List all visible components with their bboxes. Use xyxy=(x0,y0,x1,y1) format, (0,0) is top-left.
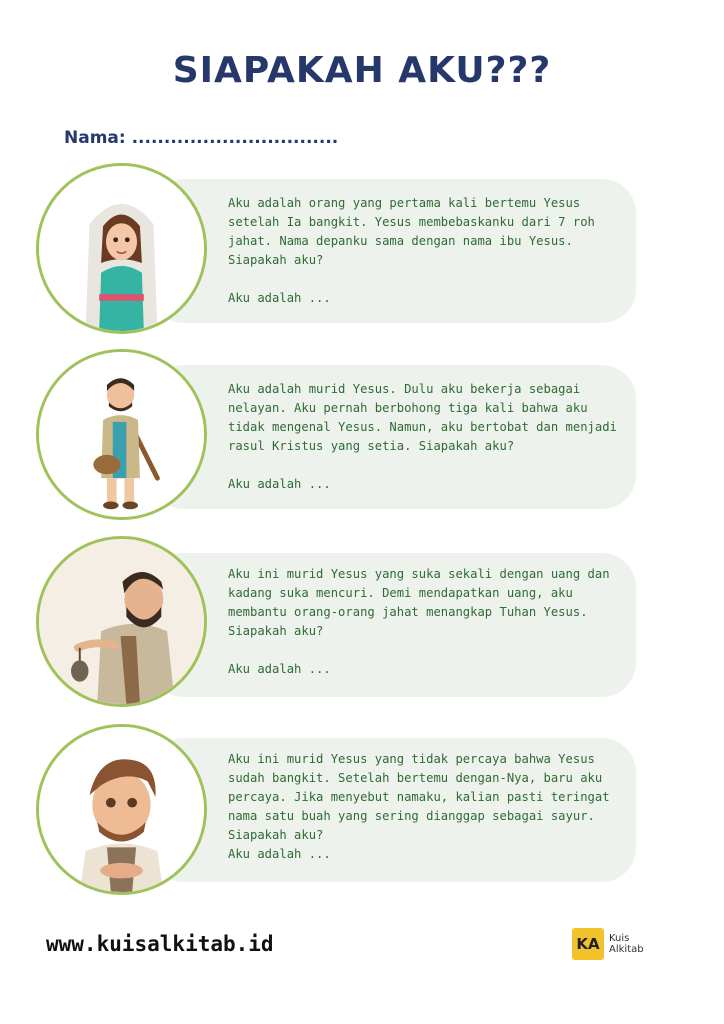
logo-line: Alkitab xyxy=(609,944,644,955)
website-url: www.kuisalkitab.id xyxy=(46,932,274,956)
question-line: nama satu buah yang sering dianggap sebagai sayur. xyxy=(228,809,595,823)
question-line: percaya. Jika menyebut namaku, kalian pasti teringat xyxy=(228,790,610,804)
question-line: Aku adalah orang yang pertama kali bertemu Yesus xyxy=(228,196,581,210)
question-4-text xyxy=(228,750,623,864)
question-line: nelayan. Aku pernah berbohong tiga kali bahwa aku xyxy=(228,401,588,415)
name-field-label: Nama: ................................ xyxy=(64,128,339,148)
question-line: Siapakah aku? xyxy=(228,624,324,638)
man-holding-money-bag-illustration xyxy=(36,536,207,707)
fisherman-with-staff-illustration xyxy=(36,349,207,520)
question-line: membantu orang-orang jahat menangkap Tuhan Yesus. xyxy=(228,605,588,619)
question-line: sudah bangkit. Setelah bertemu dengan-Nya, baru aku xyxy=(228,771,603,785)
logo-line: Kuis xyxy=(609,933,630,944)
question-line: rasul Kristus yang setia. Siapakah aku? xyxy=(228,439,515,453)
kuis-alkitab-logo xyxy=(572,928,644,960)
doubtful-man-illustration xyxy=(36,724,207,895)
answer-prompt: Aku adalah ... xyxy=(228,847,331,861)
question-line: tidak mengenal Yesus. Namun, aku bertobat dan menjadi xyxy=(228,420,617,434)
logo-mark: KA xyxy=(572,928,604,960)
answer-prompt: Aku adalah ... xyxy=(228,291,331,305)
question-line: jahat. Nama depanku sama dengan nama ibu Yesus. xyxy=(228,234,573,248)
question-line: Aku ini murid Yesus yang suka sekali dengan uang dan xyxy=(228,567,610,581)
logo-text xyxy=(609,933,644,955)
question-3-text xyxy=(228,565,623,679)
question-line: Aku adalah murid Yesus. Dulu aku bekerja sebagai xyxy=(228,382,581,396)
answer-prompt: Aku adalah ... xyxy=(228,662,331,676)
question-line: setelah Ia bangkit. Yesus membebaskanku dari 7 roh xyxy=(228,215,595,229)
woman-with-veil-illustration xyxy=(36,163,207,334)
question-1-text xyxy=(228,194,623,308)
question-2-text xyxy=(228,380,623,494)
page-title: SIAPAKAH AKU??? xyxy=(172,50,552,91)
question-line: Siapakah aku? xyxy=(228,828,324,842)
answer-prompt: Aku adalah ... xyxy=(228,477,331,491)
question-line: Aku ini murid Yesus yang tidak percaya bahwa Yesus xyxy=(228,752,595,766)
question-line: kadang suka mencuri. Demi mendapatkan uang, aku xyxy=(228,586,573,600)
question-line: Siapakah aku? xyxy=(228,253,324,267)
